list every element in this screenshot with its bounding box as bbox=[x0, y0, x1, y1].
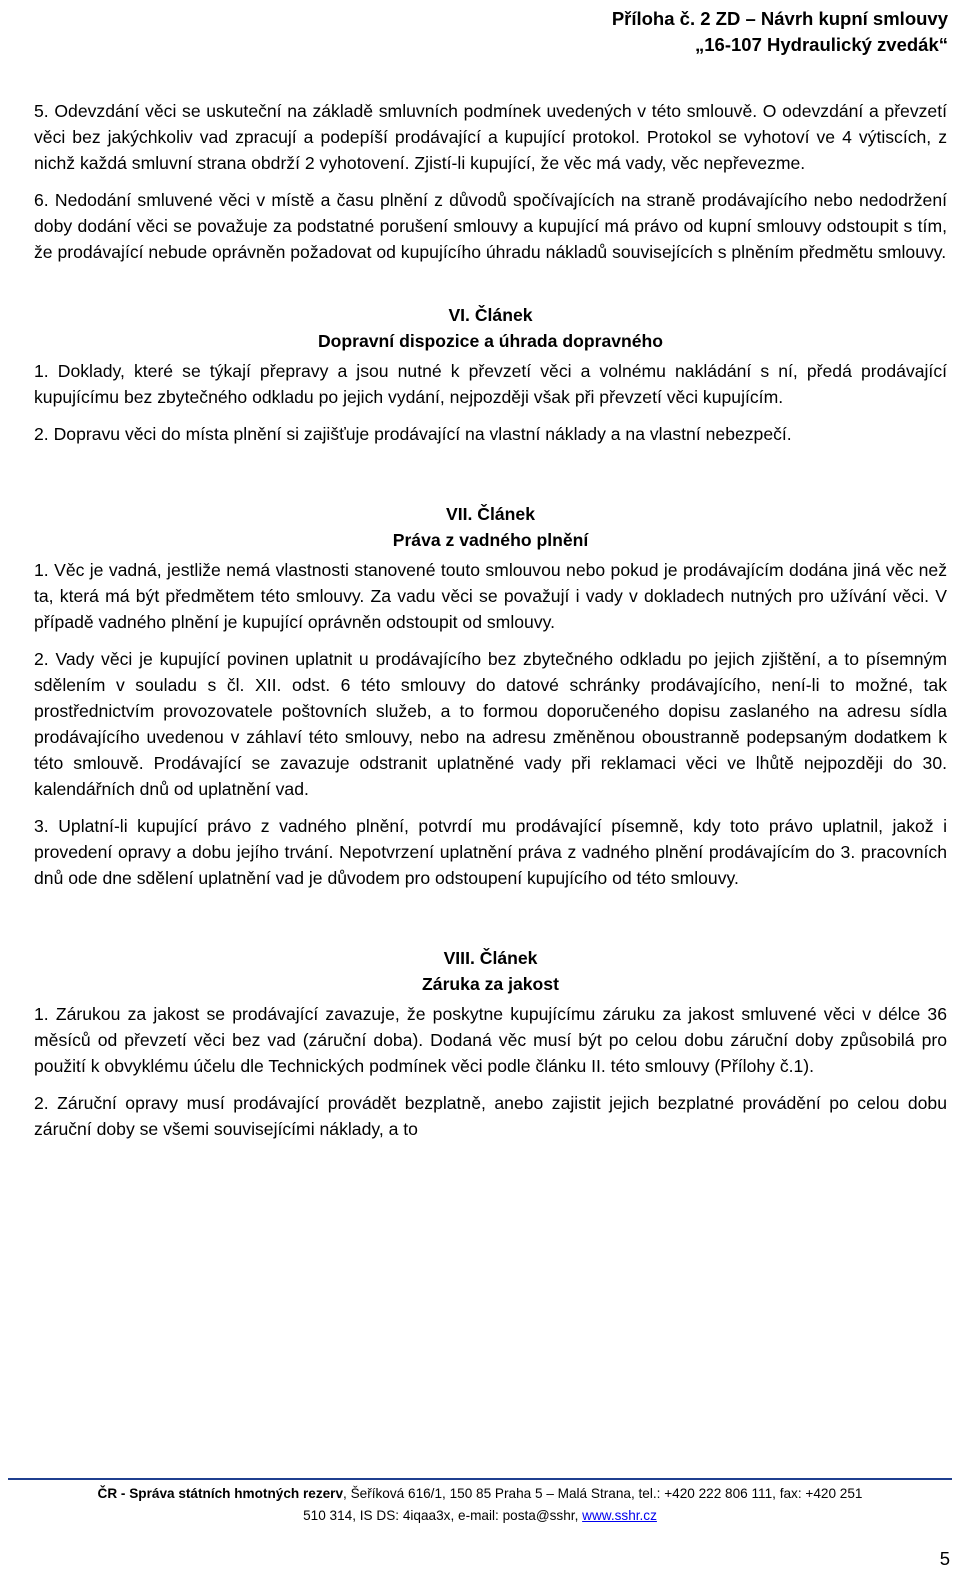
item-text: Dopravu věci do místa plnění si zajišťuje prodávající na vlastní náklady a na vlastní nebezpečí. bbox=[53, 424, 792, 444]
item-text: Věc je vadná, jestliže nemá vlastnosti stanovené touto smlouvou nebo pokud je prodávajícím dodána jiná věc než ta, která má být předmětem této smlouvy. Za vadu věci se považují i vady v dokladech nutných pro užívání věci. V případě vadného plnění je kupující oprávněn odstoupit od smlouvy. bbox=[34, 560, 948, 632]
item-text: Uplatní-li kupující právo z vadného plnění, potvrdí mu prodávající písemně, kdy toto právo uplatnil, jakož i provedení opravy a dobu jejího trvání. Nepotvrzení uplatnění práva z vadného plnění prodávajícím do 3. pracovních dnů ode dne sdělení uplatnění vad je důvodem pro odstoupení kupujícího od této smlouvy. bbox=[34, 816, 948, 888]
document-header bbox=[612, 6, 948, 58]
footer-line-1 bbox=[8, 1483, 952, 1505]
footer-website-link[interactable]: www.sshr.cz bbox=[582, 1508, 657, 1523]
header-title: Příloha č. 2 ZD – Návrh kupní smlouvy bbox=[611, 8, 948, 29]
header-subtitle: „16-107 Hydraulický zvedák“ bbox=[695, 34, 948, 55]
item-number: 3. bbox=[34, 816, 49, 836]
item-number: 2. bbox=[34, 649, 49, 669]
footer-contact: 510 314, IS DS: 4iqaa3x, e-mail: posta@sshr, bbox=[303, 1508, 583, 1523]
footer-org: ČR - Správa státních hmotných rezerv bbox=[97, 1486, 344, 1501]
item-number: 2. bbox=[34, 424, 49, 444]
item-number: 2. bbox=[34, 1093, 49, 1113]
footer-divider bbox=[8, 1478, 952, 1480]
paragraph-6 bbox=[34, 187, 947, 265]
paragraph-text: Odevzdání věci se uskuteční na základě smluvních podmínek uvedených v této smlouvě. O odevzdání a převzetí věci bez jakýchkoliv vad zpracují a podepíší prodávající a kupující protokol. Protokol se vyhotoví ve 4 výtiscích, z nichž každá smluvní strana obdrží 2 vyhotovení. Zjistí-li kupující, že věc má vady, věc nepřevezme. bbox=[34, 101, 947, 173]
page-number: 5 bbox=[939, 1548, 950, 1569]
page-footer bbox=[8, 1483, 952, 1527]
footer-line-2 bbox=[8, 1505, 952, 1527]
item-text: Zárukou za jakost se prodávající zavazuje, že poskytne kupujícímu záruku za jakost smluvené věci v délce 36 měsíců od převzetí věci bez vad (záruční doba). Dodaná věc musí být po celou dobu záruční doby způsobilá pro použití k obvyklému účelu dle Technických podmínek věci podle článku II. této smlouvy (Přílohy č.1). bbox=[34, 1004, 947, 1076]
footer-address: , Šeříková 616/1, 150 85 Praha 5 – Malá Strana, tel.: +420 222 806 111, fax: +420 251 bbox=[343, 1486, 863, 1501]
article-7-item-3 bbox=[34, 813, 947, 891]
article-6-item-1 bbox=[34, 358, 947, 410]
item-number: 1. bbox=[34, 560, 49, 580]
paragraph-text: Nedodání smluvené věci v místě a času plnění z důvodů spočívajících na straně prodávajícího nebo nedodržení doby dodání věci se považuje za podstatné porušení smlouvy a kupující má právo od kupní smlouvy odstoupit s tím, že prodávající nebude oprávněn požadovat od kupujícího úhradu nákladů souvisejících s plněním předmětu smlouvy. bbox=[34, 190, 947, 262]
article-6-item-2 bbox=[34, 421, 947, 447]
item-number: 1. bbox=[34, 361, 49, 381]
paragraph-number: 6. bbox=[34, 190, 49, 210]
paragraph-number: 5. bbox=[34, 101, 49, 121]
article-8-item-1 bbox=[34, 1001, 947, 1079]
document-body bbox=[34, 98, 947, 1153]
article-7-title: Práva z vadného plnění bbox=[392, 530, 589, 550]
article-6-heading: VI. Článek bbox=[448, 305, 533, 325]
item-text: Vady věci je kupující povinen uplatnit u prodávajícího bez zbytečného odkladu po jejich zjištění, a to písemným sdělením v souladu s čl. XII. odst. 6 této smlouvy do datové schránky prodávajícího, není-li to možné, tak prostřednictvím provozovatele poštovních služeb, a to formou doporučeného dopisu zaslaného na adresu sídla prodávajícího uvedenou v záhlaví této smlouvy, nebo na adresu změněnou oboustranně podepsaným dodatkem k této smlouvě. Prodávající se zavazuje odstranit uplatněné vady při reklamaci věci ve lhůtě nejpozději do 30. kalendářních dnů od uplatnění vad. bbox=[34, 649, 947, 799]
item-text: Doklady, které se týkají přepravy a jsou nutné k převzetí věci a volnému nakládání s ní, předá prodávající kupujícímu bez zbytečného odkladu po jejich vydání, nejpozději však při převzetí věci kupujícím. bbox=[34, 361, 948, 407]
article-8-title: Záruka za jakost bbox=[422, 974, 559, 994]
item-text: Záruční opravy musí prodávající provádět bezplatně, anebo zajistit jejich bezplatné provádění po celou dobu záruční doby se všemi souvisejícími náklady, a to bbox=[34, 1093, 947, 1139]
article-7-item-2 bbox=[34, 646, 947, 802]
article-8-item-2 bbox=[34, 1090, 947, 1142]
article-7-item-1 bbox=[34, 557, 947, 635]
article-6-title: Dopravní dispozice a úhrada dopravného bbox=[317, 331, 664, 351]
article-8-heading: VIII. Článek bbox=[443, 948, 538, 968]
item-number: 1. bbox=[34, 1004, 49, 1024]
paragraph-5 bbox=[34, 98, 947, 176]
article-7-heading: VII. Článek bbox=[446, 504, 535, 524]
